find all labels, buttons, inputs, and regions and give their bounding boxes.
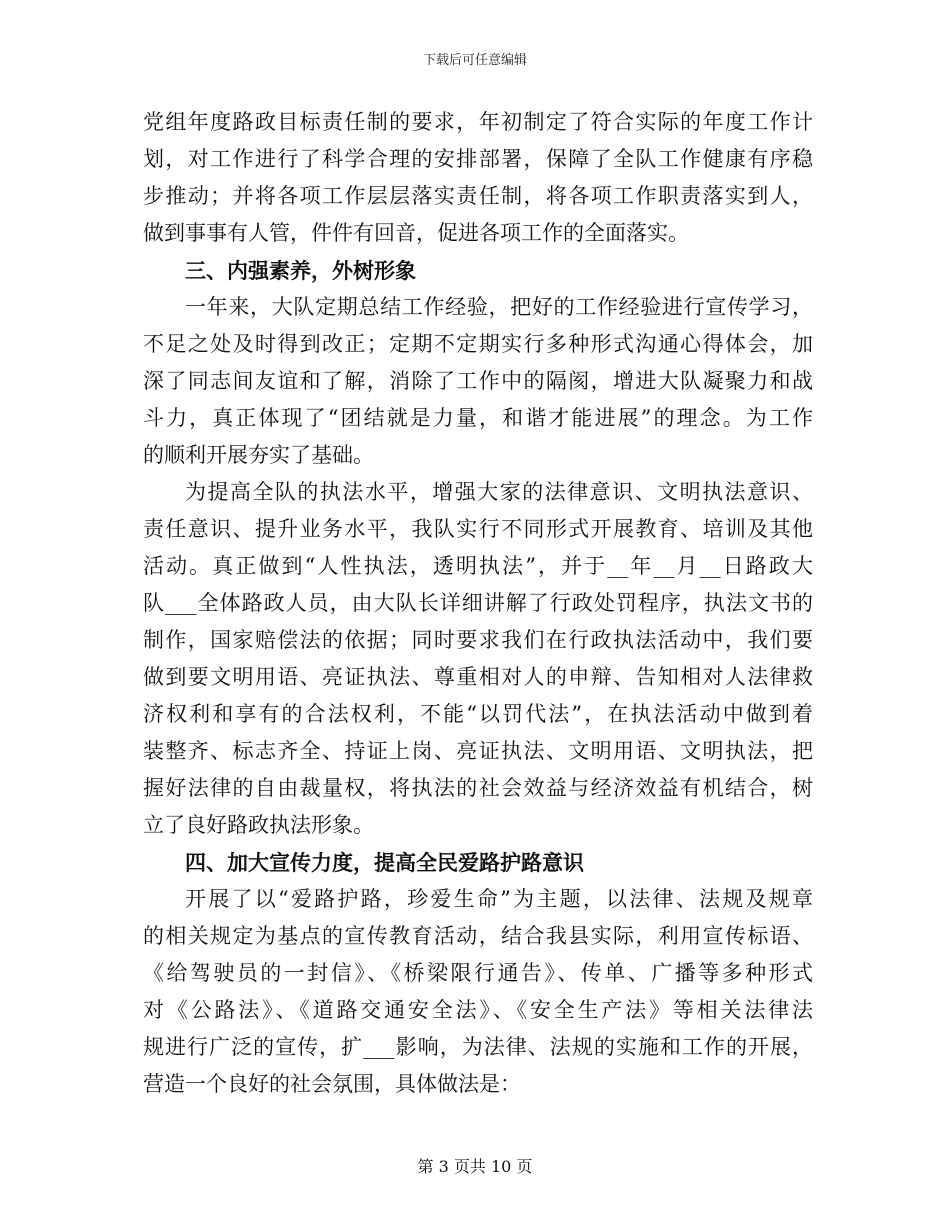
- page-number: 第 3 页共 10 页: [417, 1157, 533, 1176]
- text-line: 握好法律的自由裁量权，将执法的社会效益与经济效益有机结合，树: [143, 776, 813, 800]
- text-line: 的顺利开展夯实了基础。: [143, 443, 374, 467]
- text-line: 的相关规定为基点的宣传教育活动，结合我县实际，利用宣传标语、: [143, 924, 813, 948]
- text-line: 立了良好路政执法形象。: [143, 813, 374, 837]
- text-line: 营造一个良好的社会氛围，具体做法是：: [143, 1072, 521, 1096]
- text-line: 步推动；并将各项工作层层落实责任制，将各项工作职责落实到人，: [143, 184, 813, 208]
- text-line: 划，对工作进行了科学合理的安排部署，保障了全队工作健康有序稳: [143, 147, 813, 171]
- text-line: 规进行广泛的宣传，扩___影响，为法律、法规的实施和工作的开展，: [143, 1035, 813, 1059]
- text-line: 装整齐、标志齐全、持证上岗、亮证执法、文明用语、文明执法，把: [143, 739, 813, 763]
- page-header-note: 下载后可任意编辑: [422, 53, 527, 68]
- text-line: 《给驾驶员的一封信》、《桥梁限行通告》、传单、广播等多种形式: [143, 961, 813, 985]
- text-line: 济权利和享有的合法权利，不能“以罚代法”，在执法活动中做到着: [143, 702, 813, 726]
- text-line: 斗力，真正体现了“团结就是力量，和谐才能进展”的理念。为工作: [143, 406, 813, 430]
- text-line: 开展了以“爱路护路，珍爱生命”为主题，以法律、法规及规章: [185, 887, 813, 911]
- section-heading: 三、内强素养，外树形象: [185, 258, 416, 283]
- text-line: 制作，国家赔偿法的依据；同时要求我们在行政执法活动中，我们要: [143, 628, 813, 652]
- text-line: 队___全体路政人员，由大队长详细讲解了行政处罚程序，执法文书的: [143, 591, 813, 615]
- text-line: 党组年度路政目标责任制的要求，年初制定了符合实际的年度工作计: [143, 110, 813, 134]
- text-line: 深了同志间友谊和了解，消除了工作中的隔阂，增进大队凝聚力和战: [143, 369, 813, 393]
- text-line: 活动。真正做到“人性执法，透明执法”，并于__年__月__日路政大: [143, 554, 813, 578]
- text-line: 对《公路法》、《道路交通安全法》、《安全生产法》等相关法律法: [143, 998, 813, 1022]
- section-heading: 四、加大宣传力度，提高全民爱路护路意识: [185, 850, 584, 875]
- text-line: 做到事事有人管，件件有回音，促进各项工作的全面落实。: [143, 221, 689, 245]
- text-line: 做到要文明用语、亮证执法、尊重相对人的申辩、告知相对人法律救: [143, 665, 813, 689]
- text-line: 为提高全队的执法水平，增强大家的法律意识、文明执法意识、: [185, 480, 813, 504]
- text-line: 不足之处及时得到改正；定期不定期实行多种形式沟通心得体会，加: [143, 332, 813, 356]
- text-line: 责任意识、提升业务水平，我队实行不同形式开展教育、培训及其他: [143, 517, 813, 541]
- text-line: 一年来，大队定期总结工作经验，把好的工作经验进行宣传学习，: [185, 295, 813, 319]
- document-body: [143, 104, 813, 1103]
